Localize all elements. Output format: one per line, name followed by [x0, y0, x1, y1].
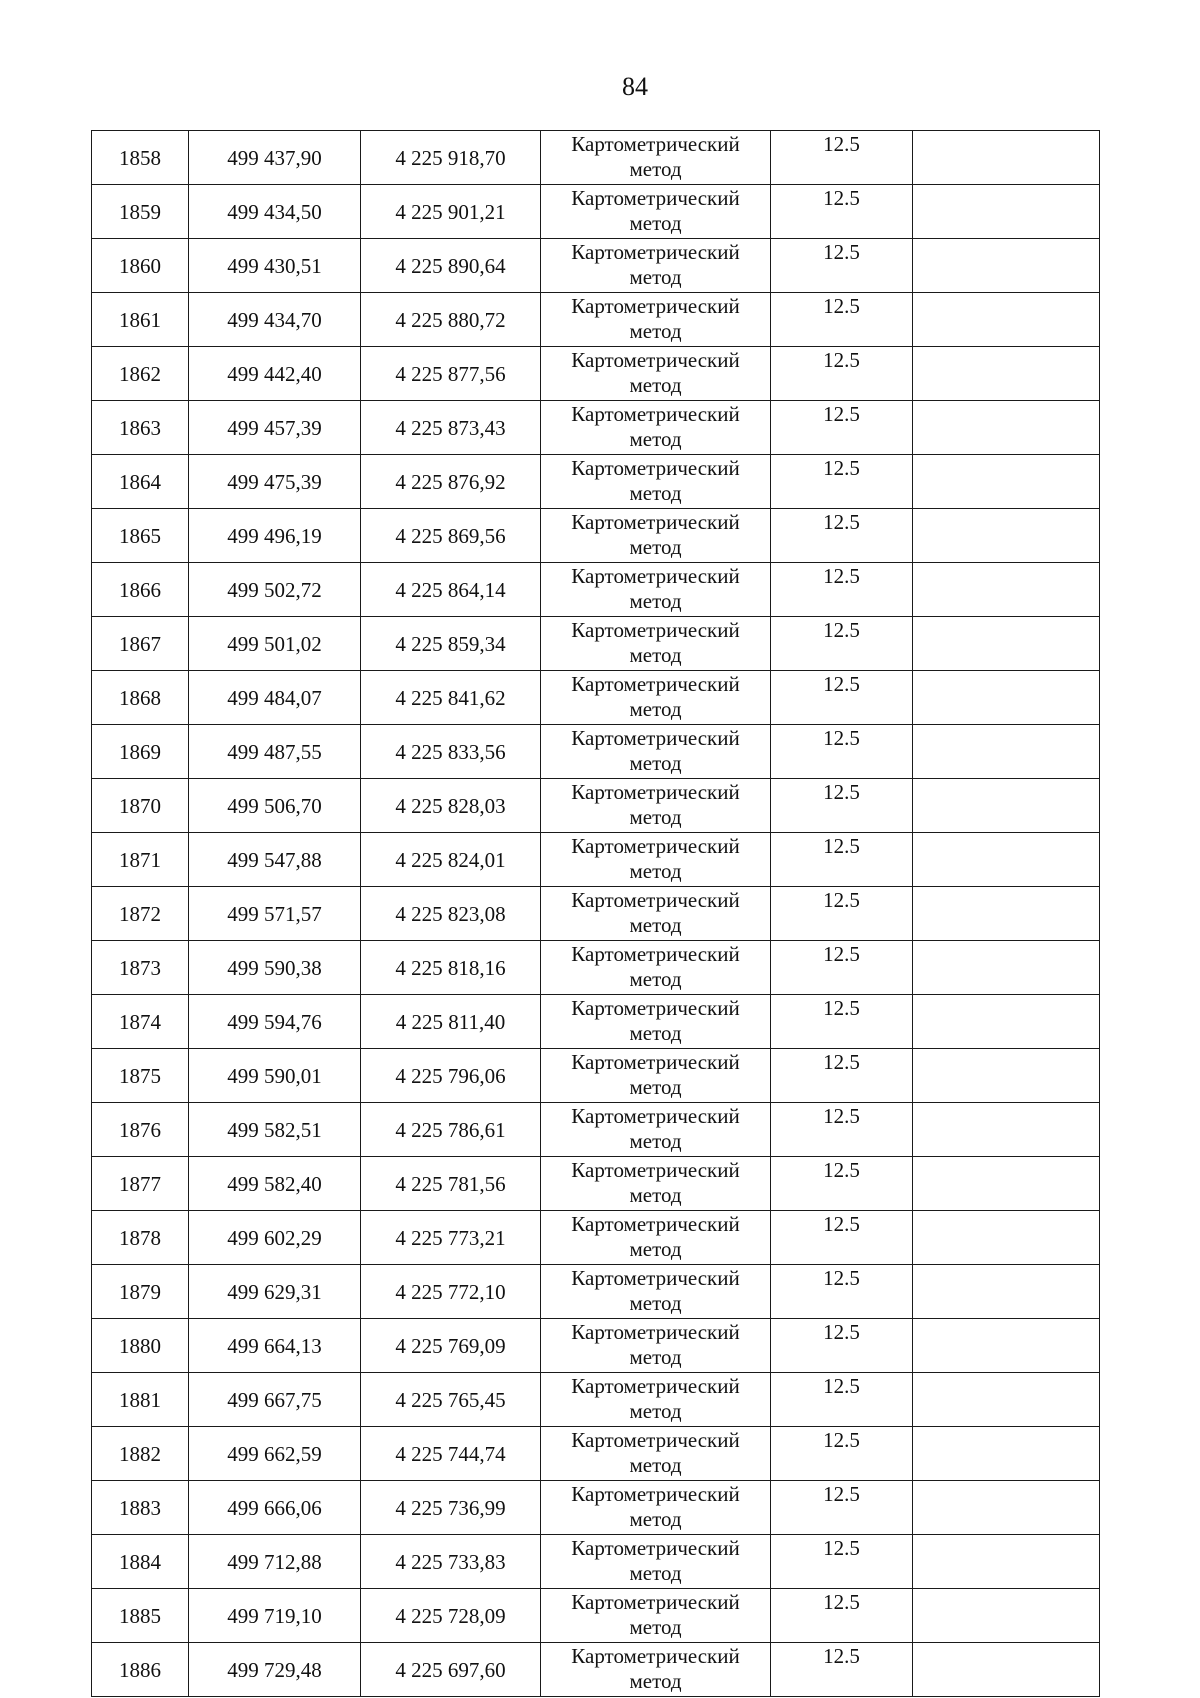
note-cell: [913, 563, 1100, 617]
page-number: 84: [622, 72, 648, 101]
method-line-1: Картометрический: [571, 456, 740, 480]
note-cell: [913, 347, 1100, 401]
method-line-2: метод: [629, 1669, 682, 1693]
point-number-cell: 1878: [92, 1211, 189, 1265]
table-row: [92, 833, 1100, 887]
method-line-2: метод: [629, 157, 682, 181]
y-coordinate-cell: 4 225 818,16: [361, 941, 541, 995]
method-line-2: метод: [629, 1183, 682, 1207]
y-coordinate-cell: 4 225 877,56: [361, 347, 541, 401]
table-row: [92, 185, 1100, 239]
method-line-2: метод: [629, 265, 682, 289]
table-row: [92, 941, 1100, 995]
note-cell: [913, 995, 1100, 1049]
x-coordinate-cell: 499 582,40: [189, 1157, 361, 1211]
table-row: [92, 1589, 1100, 1643]
point-number-cell: 1863: [92, 401, 189, 455]
note-cell: [913, 1427, 1100, 1481]
x-coordinate-cell: 499 457,39: [189, 401, 361, 455]
point-number-cell: 1867: [92, 617, 189, 671]
point-number-cell: 1869: [92, 725, 189, 779]
method-line-1: Картометрический: [571, 1644, 740, 1668]
accuracy-cell: 12.5: [771, 1319, 913, 1373]
x-coordinate-cell: 499 475,39: [189, 455, 361, 509]
x-coordinate-cell: 499 582,51: [189, 1103, 361, 1157]
accuracy-cell: 12.5: [771, 671, 913, 725]
point-number-cell: 1876: [92, 1103, 189, 1157]
y-coordinate-cell: 4 225 697,60: [361, 1643, 541, 1697]
note-cell: [913, 185, 1100, 239]
x-coordinate-cell: 499 442,40: [189, 347, 361, 401]
accuracy-cell: 12.5: [771, 509, 913, 563]
accuracy-cell: 12.5: [771, 563, 913, 617]
method-line-2: метод: [629, 859, 682, 883]
accuracy-cell: 12.5: [771, 833, 913, 887]
note-cell: [913, 617, 1100, 671]
method-cell: [541, 509, 771, 563]
method-cell: [541, 941, 771, 995]
table-row: [92, 293, 1100, 347]
method-line-2: метод: [629, 1345, 682, 1369]
y-coordinate-cell: 4 225 890,64: [361, 239, 541, 293]
point-number-cell: 1879: [92, 1265, 189, 1319]
x-coordinate-cell: 499 602,29: [189, 1211, 361, 1265]
note-cell: [913, 455, 1100, 509]
point-number-cell: 1873: [92, 941, 189, 995]
x-coordinate-cell: 499 484,07: [189, 671, 361, 725]
method-line-2: метод: [629, 1129, 682, 1153]
x-coordinate-cell: 499 430,51: [189, 239, 361, 293]
method-line-2: метод: [629, 967, 682, 991]
method-line-2: метод: [629, 1075, 682, 1099]
point-number-cell: 1884: [92, 1535, 189, 1589]
method-cell: [541, 455, 771, 509]
method-cell: [541, 185, 771, 239]
point-number-cell: 1865: [92, 509, 189, 563]
y-coordinate-cell: 4 225 918,70: [361, 131, 541, 185]
accuracy-cell: 12.5: [771, 185, 913, 239]
x-coordinate-cell: 499 547,88: [189, 833, 361, 887]
x-coordinate-cell: 499 571,57: [189, 887, 361, 941]
method-cell: [541, 401, 771, 455]
method-line-2: метод: [629, 1237, 682, 1261]
method-line-2: метод: [629, 1453, 682, 1477]
table-row: [92, 1211, 1100, 1265]
x-coordinate-cell: 499 434,70: [189, 293, 361, 347]
x-coordinate-cell: 499 712,88: [189, 1535, 361, 1589]
note-cell: [913, 293, 1100, 347]
method-cell: [541, 1157, 771, 1211]
method-line-2: метод: [629, 1615, 682, 1639]
accuracy-cell: 12.5: [771, 455, 913, 509]
point-number-cell: 1858: [92, 131, 189, 185]
method-cell: [541, 779, 771, 833]
accuracy-cell: 12.5: [771, 293, 913, 347]
table-row: [92, 1535, 1100, 1589]
table-row: [92, 131, 1100, 185]
method-line-1: Картометрический: [571, 834, 740, 858]
point-number-cell: 1881: [92, 1373, 189, 1427]
point-number-cell: 1871: [92, 833, 189, 887]
accuracy-cell: 12.5: [771, 401, 913, 455]
point-number-cell: 1885: [92, 1589, 189, 1643]
table-row: [92, 671, 1100, 725]
table-row: [92, 1373, 1100, 1427]
y-coordinate-cell: 4 225 824,01: [361, 833, 541, 887]
point-number-cell: 1866: [92, 563, 189, 617]
method-line-1: Картометрический: [571, 888, 740, 912]
y-coordinate-cell: 4 225 859,34: [361, 617, 541, 671]
y-coordinate-cell: 4 225 873,43: [361, 401, 541, 455]
method-cell: [541, 1535, 771, 1589]
method-line-1: Картометрический: [571, 1428, 740, 1452]
method-line-2: метод: [629, 211, 682, 235]
accuracy-cell: 12.5: [771, 1103, 913, 1157]
method-cell: [541, 887, 771, 941]
note-cell: [913, 509, 1100, 563]
method-line-2: метод: [629, 643, 682, 667]
y-coordinate-cell: 4 225 765,45: [361, 1373, 541, 1427]
method-line-2: метод: [629, 589, 682, 613]
coordinates-table: [91, 130, 1100, 1697]
method-line-1: Картометрический: [571, 780, 740, 804]
note-cell: [913, 1319, 1100, 1373]
point-number-cell: 1875: [92, 1049, 189, 1103]
method-line-2: метод: [629, 1507, 682, 1531]
table-row: [92, 401, 1100, 455]
method-line-1: Картометрический: [571, 1050, 740, 1074]
y-coordinate-cell: 4 225 773,21: [361, 1211, 541, 1265]
accuracy-cell: 12.5: [771, 1049, 913, 1103]
method-line-2: метод: [629, 319, 682, 343]
method-line-1: Картометрический: [571, 726, 740, 750]
method-line-1: Картометрический: [571, 294, 740, 318]
x-coordinate-cell: 499 662,59: [189, 1427, 361, 1481]
coordinates-table-body: [92, 131, 1100, 1697]
y-coordinate-cell: 4 225 869,56: [361, 509, 541, 563]
y-coordinate-cell: 4 225 823,08: [361, 887, 541, 941]
method-line-2: метод: [629, 535, 682, 559]
table-row: [92, 1265, 1100, 1319]
point-number-cell: 1886: [92, 1643, 189, 1697]
y-coordinate-cell: 4 225 728,09: [361, 1589, 541, 1643]
method-line-2: метод: [629, 913, 682, 937]
method-line-1: Картометрический: [571, 618, 740, 642]
method-cell: [541, 1049, 771, 1103]
accuracy-cell: 12.5: [771, 1643, 913, 1697]
table-row: [92, 725, 1100, 779]
method-cell: [541, 1427, 771, 1481]
accuracy-cell: 12.5: [771, 941, 913, 995]
y-coordinate-cell: 4 225 772,10: [361, 1265, 541, 1319]
table-row: [92, 779, 1100, 833]
x-coordinate-cell: 499 667,75: [189, 1373, 361, 1427]
method-line-1: Картометрический: [571, 1104, 740, 1128]
accuracy-cell: 12.5: [771, 995, 913, 1049]
point-number-cell: 1860: [92, 239, 189, 293]
method-line-1: Картометрический: [571, 402, 740, 426]
x-coordinate-cell: 499 501,02: [189, 617, 361, 671]
method-line-1: Картометрический: [571, 1482, 740, 1506]
note-cell: [913, 671, 1100, 725]
accuracy-cell: 12.5: [771, 1589, 913, 1643]
note-cell: [913, 131, 1100, 185]
method-line-2: метод: [629, 697, 682, 721]
note-cell: [913, 1589, 1100, 1643]
table-row: [92, 1643, 1100, 1697]
point-number-cell: 1861: [92, 293, 189, 347]
x-coordinate-cell: 499 664,13: [189, 1319, 361, 1373]
point-number-cell: 1883: [92, 1481, 189, 1535]
point-number-cell: 1864: [92, 455, 189, 509]
method-cell: [541, 563, 771, 617]
method-cell: [541, 617, 771, 671]
table-row: [92, 1049, 1100, 1103]
method-cell: [541, 671, 771, 725]
method-line-1: Картометрический: [571, 1320, 740, 1344]
table-row: [92, 995, 1100, 1049]
method-line-2: метод: [629, 805, 682, 829]
x-coordinate-cell: 499 502,72: [189, 563, 361, 617]
note-cell: [913, 1265, 1100, 1319]
x-coordinate-cell: 499 437,90: [189, 131, 361, 185]
method-cell: [541, 347, 771, 401]
accuracy-cell: 12.5: [771, 1265, 913, 1319]
x-coordinate-cell: 499 434,50: [189, 185, 361, 239]
y-coordinate-cell: 4 225 901,21: [361, 185, 541, 239]
point-number-cell: 1877: [92, 1157, 189, 1211]
method-line-1: Картометрический: [571, 132, 740, 156]
method-cell: [541, 1211, 771, 1265]
y-coordinate-cell: 4 225 833,56: [361, 725, 541, 779]
method-line-2: метод: [629, 481, 682, 505]
accuracy-cell: 12.5: [771, 617, 913, 671]
accuracy-cell: 12.5: [771, 1535, 913, 1589]
table-row: [92, 617, 1100, 671]
table-row: [92, 1319, 1100, 1373]
accuracy-cell: 12.5: [771, 131, 913, 185]
method-cell: [541, 1589, 771, 1643]
accuracy-cell: 12.5: [771, 779, 913, 833]
y-coordinate-cell: 4 225 736,99: [361, 1481, 541, 1535]
method-cell: [541, 239, 771, 293]
method-line-1: Картометрический: [571, 942, 740, 966]
method-line-1: Картометрический: [571, 672, 740, 696]
note-cell: [913, 833, 1100, 887]
accuracy-cell: 12.5: [771, 1157, 913, 1211]
table-row: [92, 563, 1100, 617]
method-cell: [541, 995, 771, 1049]
y-coordinate-cell: 4 225 828,03: [361, 779, 541, 833]
table-row: [92, 1427, 1100, 1481]
method-cell: [541, 1373, 771, 1427]
method-cell: [541, 1643, 771, 1697]
x-coordinate-cell: 499 590,38: [189, 941, 361, 995]
x-coordinate-cell: 499 719,10: [189, 1589, 361, 1643]
method-line-2: метод: [629, 1021, 682, 1045]
point-number-cell: 1872: [92, 887, 189, 941]
table-row: [92, 239, 1100, 293]
table-row: [92, 1481, 1100, 1535]
method-cell: [541, 833, 771, 887]
method-line-1: Картометрический: [571, 1212, 740, 1236]
point-number-cell: 1874: [92, 995, 189, 1049]
accuracy-cell: 12.5: [771, 887, 913, 941]
point-number-cell: 1882: [92, 1427, 189, 1481]
method-line-1: Картометрический: [571, 186, 740, 210]
method-line-1: Картометрический: [571, 348, 740, 372]
note-cell: [913, 779, 1100, 833]
accuracy-cell: 12.5: [771, 239, 913, 293]
note-cell: [913, 1643, 1100, 1697]
method-line-2: метод: [629, 1291, 682, 1315]
point-number-cell: 1862: [92, 347, 189, 401]
method-line-1: Картометрический: [571, 1266, 740, 1290]
x-coordinate-cell: 499 506,70: [189, 779, 361, 833]
method-cell: [541, 1481, 771, 1535]
y-coordinate-cell: 4 225 841,62: [361, 671, 541, 725]
accuracy-cell: 12.5: [771, 1481, 913, 1535]
table-row: [92, 1103, 1100, 1157]
note-cell: [913, 239, 1100, 293]
x-coordinate-cell: 499 729,48: [189, 1643, 361, 1697]
method-line-2: метод: [629, 1399, 682, 1423]
table-row: [92, 347, 1100, 401]
x-coordinate-cell: 499 594,76: [189, 995, 361, 1049]
note-cell: [913, 1481, 1100, 1535]
point-number-cell: 1870: [92, 779, 189, 833]
accuracy-cell: 12.5: [771, 347, 913, 401]
method-line-2: метод: [629, 427, 682, 451]
x-coordinate-cell: 499 666,06: [189, 1481, 361, 1535]
y-coordinate-cell: 4 225 796,06: [361, 1049, 541, 1103]
y-coordinate-cell: 4 225 744,74: [361, 1427, 541, 1481]
note-cell: [913, 1103, 1100, 1157]
point-number-cell: 1859: [92, 185, 189, 239]
x-coordinate-cell: 499 629,31: [189, 1265, 361, 1319]
y-coordinate-cell: 4 225 769,09: [361, 1319, 541, 1373]
y-coordinate-cell: 4 225 880,72: [361, 293, 541, 347]
x-coordinate-cell: 499 487,55: [189, 725, 361, 779]
point-number-cell: 1880: [92, 1319, 189, 1373]
method-line-1: Картометрический: [571, 1158, 740, 1182]
y-coordinate-cell: 4 225 733,83: [361, 1535, 541, 1589]
note-cell: [913, 1157, 1100, 1211]
note-cell: [913, 887, 1100, 941]
note-cell: [913, 941, 1100, 995]
y-coordinate-cell: 4 225 781,56: [361, 1157, 541, 1211]
table-row: [92, 887, 1100, 941]
note-cell: [913, 725, 1100, 779]
y-coordinate-cell: 4 225 876,92: [361, 455, 541, 509]
accuracy-cell: 12.5: [771, 1373, 913, 1427]
method-cell: [541, 293, 771, 347]
accuracy-cell: 12.5: [771, 725, 913, 779]
table-row: [92, 509, 1100, 563]
table-row: [92, 455, 1100, 509]
method-cell: [541, 725, 771, 779]
method-line-1: Картометрический: [571, 510, 740, 534]
method-line-2: метод: [629, 751, 682, 775]
method-line-2: метод: [629, 373, 682, 397]
method-line-1: Картометрический: [571, 1536, 740, 1560]
note-cell: [913, 1373, 1100, 1427]
method-line-1: Картометрический: [571, 996, 740, 1020]
method-cell: [541, 1265, 771, 1319]
method-line-1: Картометрический: [571, 1590, 740, 1614]
point-number-cell: 1868: [92, 671, 189, 725]
y-coordinate-cell: 4 225 811,40: [361, 995, 541, 1049]
note-cell: [913, 401, 1100, 455]
y-coordinate-cell: 4 225 786,61: [361, 1103, 541, 1157]
method-cell: [541, 131, 771, 185]
method-cell: [541, 1319, 771, 1373]
method-line-1: Картометрический: [571, 1374, 740, 1398]
x-coordinate-cell: 499 496,19: [189, 509, 361, 563]
y-coordinate-cell: 4 225 864,14: [361, 563, 541, 617]
method-line-1: Картометрический: [571, 240, 740, 264]
accuracy-cell: 12.5: [771, 1211, 913, 1265]
method-line-1: Картометрический: [571, 564, 740, 588]
note-cell: [913, 1535, 1100, 1589]
accuracy-cell: 12.5: [771, 1427, 913, 1481]
x-coordinate-cell: 499 590,01: [189, 1049, 361, 1103]
note-cell: [913, 1049, 1100, 1103]
table-row: [92, 1157, 1100, 1211]
note-cell: [913, 1211, 1100, 1265]
method-cell: [541, 1103, 771, 1157]
method-line-2: метод: [629, 1561, 682, 1585]
